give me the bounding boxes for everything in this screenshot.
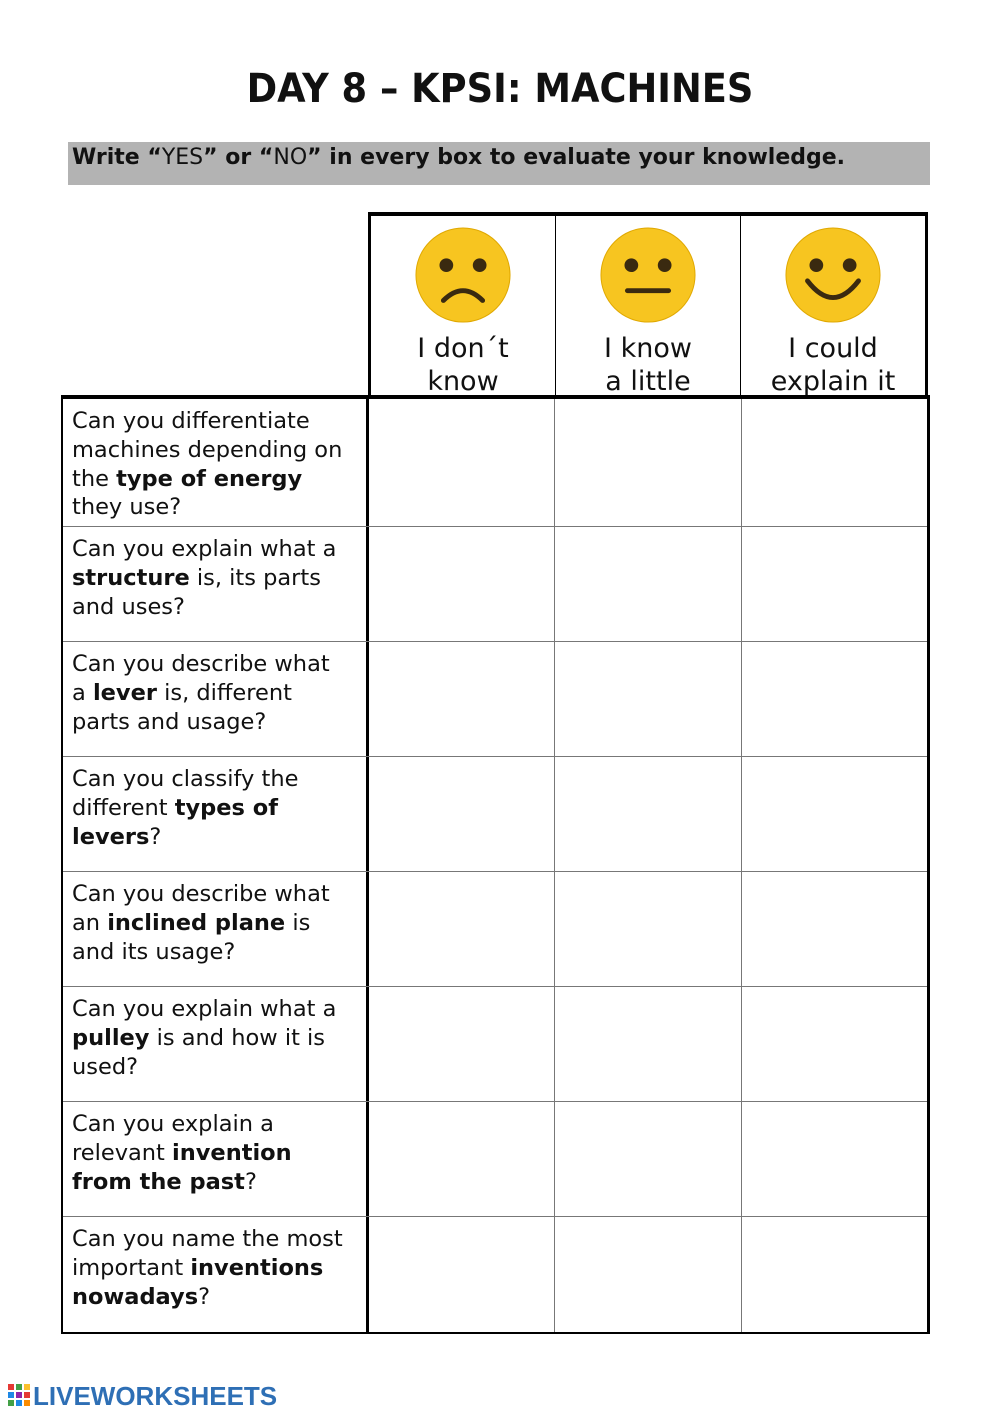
question-line: levers? xyxy=(72,823,162,850)
question-line: Can you differentiate xyxy=(72,408,310,434)
question-line: nowadays? xyxy=(72,1283,211,1310)
answer-box-know-a-little[interactable] xyxy=(554,1102,740,1216)
column-label: I know a little xyxy=(604,333,692,397)
question-text xyxy=(63,1102,369,1216)
answer-box-could-explain[interactable] xyxy=(741,642,927,756)
table-row xyxy=(63,642,927,757)
question-line: machines depending on xyxy=(72,436,343,463)
page-title: DAY 8 – KPSI: MACHINES xyxy=(246,66,754,112)
answer-box-know-a-little[interactable] xyxy=(554,527,740,641)
question-line: Can you name the most xyxy=(72,1226,343,1252)
question-text xyxy=(63,399,369,526)
table-row xyxy=(63,399,927,527)
answer-box-dont-know[interactable] xyxy=(369,757,554,871)
answer-box-could-explain[interactable] xyxy=(741,1102,927,1216)
sad-face-icon xyxy=(414,226,512,324)
answer-box-dont-know[interactable] xyxy=(369,399,554,526)
happy-face-icon xyxy=(784,226,882,324)
question-line: from the past? xyxy=(72,1168,257,1195)
answer-box-know-a-little[interactable] xyxy=(554,757,740,871)
question-line: parts and usage? xyxy=(72,708,267,735)
question-text xyxy=(63,872,369,986)
kpsi-table xyxy=(61,395,930,1334)
question-text xyxy=(63,642,369,756)
question-line: the type of energy xyxy=(72,465,303,492)
question-line: relevant invention xyxy=(72,1139,292,1166)
answer-box-know-a-little[interactable] xyxy=(554,987,740,1101)
table-row xyxy=(63,872,927,987)
answer-box-dont-know[interactable] xyxy=(369,1217,554,1332)
question-line: structure is, its parts xyxy=(72,564,321,591)
brand-name: LIVEWORKSHEETS xyxy=(33,1380,278,1411)
question-line: and uses? xyxy=(72,593,185,620)
answer-box-could-explain[interactable] xyxy=(741,527,927,641)
liveworksheets-logo-icon xyxy=(8,1384,30,1408)
answer-box-dont-know[interactable] xyxy=(369,987,554,1101)
question-text xyxy=(63,987,369,1101)
table-row xyxy=(63,757,927,872)
answer-box-dont-know[interactable] xyxy=(369,1102,554,1216)
question-line: they use? xyxy=(72,494,182,521)
question-line: different types of xyxy=(72,794,278,821)
instruction-text: Write “YES” or “NO” in every box to evaluate your knowledge. xyxy=(72,145,846,170)
question-line: a lever is, different xyxy=(72,679,292,706)
neutral-face-icon xyxy=(599,226,697,324)
question-line: and its usage? xyxy=(72,938,236,965)
answer-box-dont-know[interactable] xyxy=(369,872,554,986)
column-header-dont-know xyxy=(371,216,555,396)
answer-box-know-a-little[interactable] xyxy=(554,642,740,756)
question-line: Can you classify the xyxy=(72,766,299,792)
answer-box-know-a-little[interactable] xyxy=(554,1217,740,1332)
table-row xyxy=(63,1217,927,1332)
rating-header xyxy=(368,212,928,396)
answer-box-know-a-little[interactable] xyxy=(554,872,740,986)
question-text xyxy=(63,527,369,641)
column-header-could-explain xyxy=(740,216,925,396)
instruction-banner xyxy=(68,142,930,185)
answer-box-could-explain[interactable] xyxy=(741,872,927,986)
column-label: I don´t know xyxy=(417,333,509,397)
question-line: an inclined plane is xyxy=(72,909,311,936)
answer-box-know-a-little[interactable] xyxy=(554,399,740,526)
question-line: important inventions xyxy=(72,1254,324,1281)
answer-box-could-explain[interactable] xyxy=(741,757,927,871)
answer-box-could-explain[interactable] xyxy=(741,1217,927,1332)
footer-brand xyxy=(8,1381,277,1411)
question-text xyxy=(63,1217,369,1332)
column-header-know-a-little xyxy=(555,216,740,396)
answer-box-could-explain[interactable] xyxy=(741,987,927,1101)
answer-box-dont-know[interactable] xyxy=(369,642,554,756)
question-line: Can you describe what xyxy=(72,881,330,907)
question-line: Can you describe what xyxy=(72,651,330,677)
answer-box-dont-know[interactable] xyxy=(369,527,554,641)
column-label: I could explain it xyxy=(770,333,896,397)
question-line: Can you explain what a xyxy=(72,536,337,562)
table-row xyxy=(63,1102,927,1217)
table-row xyxy=(63,527,927,642)
question-line: Can you explain what a xyxy=(72,996,337,1022)
question-line: used? xyxy=(72,1053,139,1080)
question-line: Can you explain a xyxy=(72,1111,274,1137)
question-line: pulley is and how it is xyxy=(72,1024,326,1051)
question-text xyxy=(63,757,369,871)
answer-box-could-explain[interactable] xyxy=(741,399,927,526)
table-row xyxy=(63,987,927,1102)
